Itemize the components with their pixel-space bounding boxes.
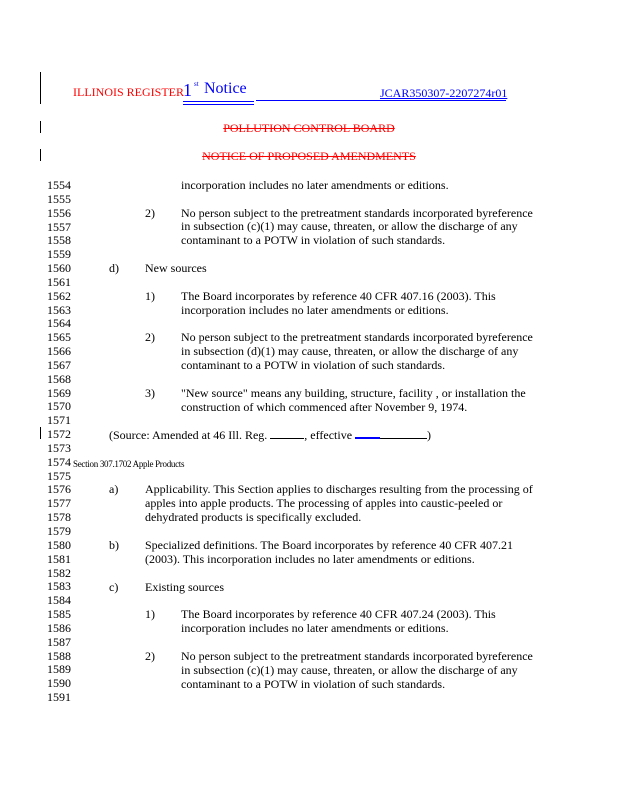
- line-number: 1561: [47, 274, 71, 289]
- body-text: incorporation includes no later amendments or editions.: [181, 621, 449, 635]
- line-number: 1575: [47, 468, 71, 483]
- list-marker: b): [109, 538, 119, 552]
- line-number: 1582: [47, 565, 71, 580]
- line-number: 1563: [47, 302, 71, 317]
- body-text: Specialized definitions. The Board incorporates by reference 40 CFR 407.21: [145, 538, 514, 552]
- line-number: 1584: [47, 593, 71, 608]
- line-number: 1560: [47, 261, 71, 276]
- body-text: New sources: [145, 261, 207, 275]
- line-number: 1559: [47, 247, 71, 262]
- line-number: 1565: [47, 330, 71, 345]
- body-text: in subsection (c)(1) may cause, threaten, or allow the discharge of any: [181, 219, 518, 233]
- line-number: 1576: [47, 482, 71, 497]
- body-text: construction of which commenced after November 9, 1974.: [181, 400, 468, 414]
- body-text: incorporation includes no later amendments or editions.: [181, 303, 449, 317]
- list-marker: 3): [145, 386, 155, 400]
- line-number: 1556: [47, 205, 71, 220]
- list-marker: 1): [145, 607, 155, 621]
- line-number: 1585: [47, 607, 71, 622]
- section-heading: Section 307.1702 Apple Products: [73, 459, 185, 469]
- line-number: 1567: [47, 357, 71, 372]
- line-number: 1591: [47, 690, 71, 705]
- line-number: 1589: [47, 662, 71, 677]
- body-text: contaminant to a POTW in violation of such standards.: [181, 233, 446, 247]
- list-marker: d): [109, 261, 119, 275]
- body-text: contaminant to a POTW in violation of such standards.: [181, 358, 446, 372]
- line-number: 1555: [47, 191, 71, 206]
- line-number: 1586: [47, 620, 71, 635]
- line-number: 1564: [47, 316, 71, 331]
- body-text: (2003). This incorporation includes no later amendments or editions.: [145, 552, 475, 566]
- issue-suffix: st: [194, 80, 199, 88]
- body-text: in subsection (d)(1) may cause, threaten, or allow the discharge of any: [181, 344, 519, 358]
- source-note: [109, 427, 431, 443]
- line-number: 1588: [47, 648, 71, 663]
- header-double-rule: [183, 104, 254, 105]
- notice-type: NOTICE OF PROPOSED AMENDMENTS: [202, 149, 416, 163]
- blank-volume: [270, 428, 304, 439]
- body-text: No person subject to the pretreatment standards incorporated byreference: [181, 330, 533, 344]
- jcar-id: JCAR350307-2207274r01: [380, 86, 508, 100]
- body-text: No person subject to the pretreatment standards incorporated byreference: [181, 206, 533, 220]
- header-double-rule: [183, 101, 254, 102]
- body-text: Applicability. This Section applies to discharges resulting from the processing of: [145, 482, 533, 496]
- body-text: apples into apple products. The processing of apples into caustic-peeled or: [145, 496, 503, 510]
- line-number: 1583: [47, 579, 71, 594]
- source-note-close: ): [427, 428, 432, 442]
- blank-date: [380, 428, 427, 439]
- agency-name: POLLUTION CONTROL BOARD: [223, 121, 395, 135]
- line-number: 1566: [47, 344, 71, 359]
- line-number: 1578: [47, 510, 71, 525]
- list-marker: a): [109, 482, 119, 496]
- blank-date-inserted: [355, 427, 380, 439]
- body-text: Existing sources: [145, 580, 224, 594]
- issue-number: 1: [183, 80, 192, 100]
- line-number: 1554: [47, 178, 71, 192]
- body-text: The Board incorporates by reference 40 CFR 407.16 (2003). This: [181, 289, 496, 303]
- list-marker: 2): [145, 330, 155, 344]
- line-number: 1562: [47, 288, 71, 303]
- line-number: 1577: [47, 496, 71, 511]
- line-number: 1569: [47, 385, 71, 400]
- body-text: The Board incorporates by reference 40 CFR 407.24 (2003). This: [181, 607, 496, 621]
- line-number: 1558: [47, 233, 71, 248]
- line-number: 1590: [47, 676, 71, 691]
- register-title: ILLINOIS REGISTER: [73, 85, 184, 99]
- line-number: 1572: [47, 427, 71, 442]
- line-number: 1587: [47, 634, 71, 649]
- line-number: 1568: [47, 371, 71, 386]
- list-marker: 2): [145, 649, 155, 663]
- change-bar: [40, 72, 41, 104]
- source-note-text: (Source: Amended at 46 Ill. Reg.: [109, 428, 271, 442]
- line-number: 1574: [47, 454, 71, 469]
- line-number: 1579: [47, 524, 71, 538]
- line-number: 1573: [47, 440, 71, 455]
- body-text: No person subject to the pretreatment standards incorporated byreference: [181, 649, 533, 663]
- line-number: 1557: [47, 219, 71, 234]
- list-marker: c): [109, 580, 119, 594]
- body-text: incorporation includes no later amendments or editions.: [181, 178, 449, 192]
- line-number: 1570: [47, 399, 71, 414]
- source-note-effective: , effective: [304, 428, 356, 442]
- body-text: contaminant to a POTW in violation of such standards.: [181, 677, 446, 691]
- change-bar: [40, 427, 41, 439]
- notice-label: Notice: [204, 80, 247, 97]
- line-number: 1571: [47, 413, 71, 428]
- body-text: dehydrated products is specifically excluded.: [145, 510, 362, 524]
- body-text: in subsection (c)(1) may cause, threaten, or allow the discharge of any: [181, 663, 518, 677]
- line-number: 1580: [47, 537, 71, 552]
- list-marker: 2): [145, 206, 155, 220]
- body-text: "New source" means any building, structure, facility , or installation the: [181, 386, 526, 400]
- list-marker: 1): [145, 289, 155, 303]
- line-number: 1581: [47, 551, 71, 566]
